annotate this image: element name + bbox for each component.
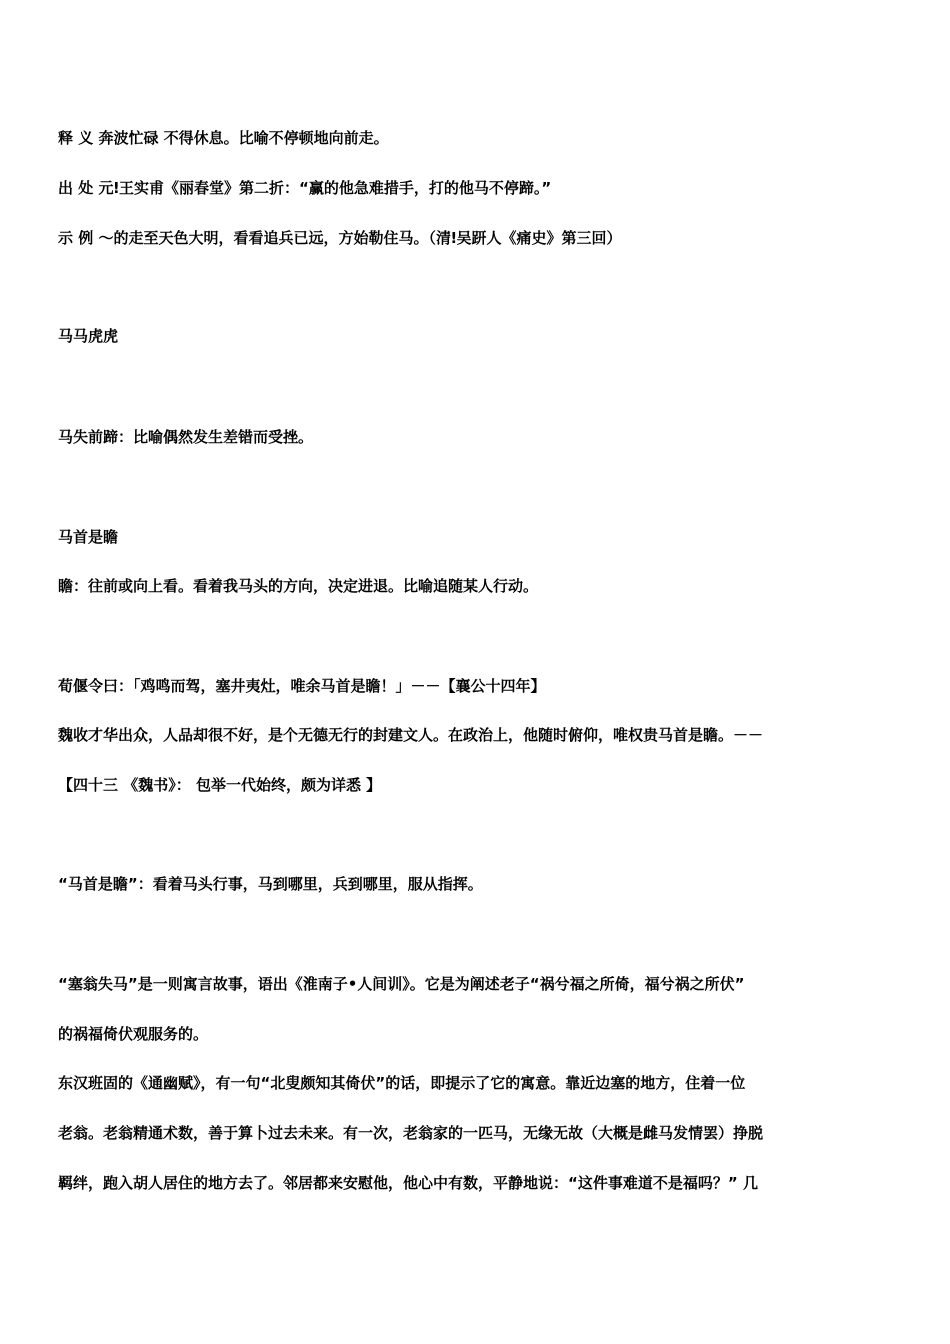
idiom-definition: 马失前蹄：比喻偶然发生差错而受挫。 <box>58 428 314 446</box>
paragraph-line: “马首是瞻”：看着马头行事，马到哪里，兵到哪里，服从指挥。 <box>58 875 483 893</box>
paragraph-line: 羁绊，跑入胡人居住的地方去了。邻居都来安慰他，他心中有数，平静地说：“这件事难道不是福吗？” 几 <box>58 1174 758 1192</box>
quotation-line: 荀偃令曰：「鸡鸣而驾，塞井夷灶，唯余马首是瞻！」－－【襄公十四年】 <box>58 677 546 695</box>
paragraph-line: 【四十三 《魏书》： 包举一代始终，颇为详悉 】 <box>58 776 382 794</box>
paragraph-line: 东汉班固的《通幽赋》，有一句“北叟颇知其倚伏”的话，即提示了它的寓意。靠近边塞的地方，住着一位 <box>58 1074 746 1092</box>
paragraph-line: 老翁。老翁精通术数，善于算卜过去未来。有一次，老翁家的一匹马，无缘无故（大概是雌马发情罢）挣脱 <box>58 1124 764 1142</box>
paragraph-line: 魏收才华出众，人品却很不好，是个无德无行的封建文人。在政治上，他随时俯仰，唯权贵马首是瞻。－－ <box>58 726 764 744</box>
idiom-heading: 马马虎虎 <box>58 327 119 345</box>
paragraph-line: “塞翁失马”是一则寓言故事，语出《淮南子•人间训》。它是为阐述老子“祸兮福之所倚，福兮祸之所伏” <box>58 975 745 993</box>
idiom-definition: 瞻：往前或向上看。看着我马头的方向，决定进退。比喻追随某人行动。 <box>58 577 539 595</box>
definition-line: 释 义 奔波忙碌 不得休息。比喻不停顿地向前走。 <box>58 129 389 147</box>
paragraph-line: 的祸福倚伏观服务的。 <box>58 1025 209 1043</box>
example-line: 示 例 ～的走至天色大明，看看追兵已远，方始勒住马。（清ǃ吴趼人《痛史》第三回） <box>58 229 622 247</box>
source-line: 出 处 元ǃ王实甫《丽春堂》第二折：“赢的他急难措手，打的他马不停蹄。” <box>58 179 552 197</box>
idiom-heading: 马首是瞻 <box>58 528 119 546</box>
